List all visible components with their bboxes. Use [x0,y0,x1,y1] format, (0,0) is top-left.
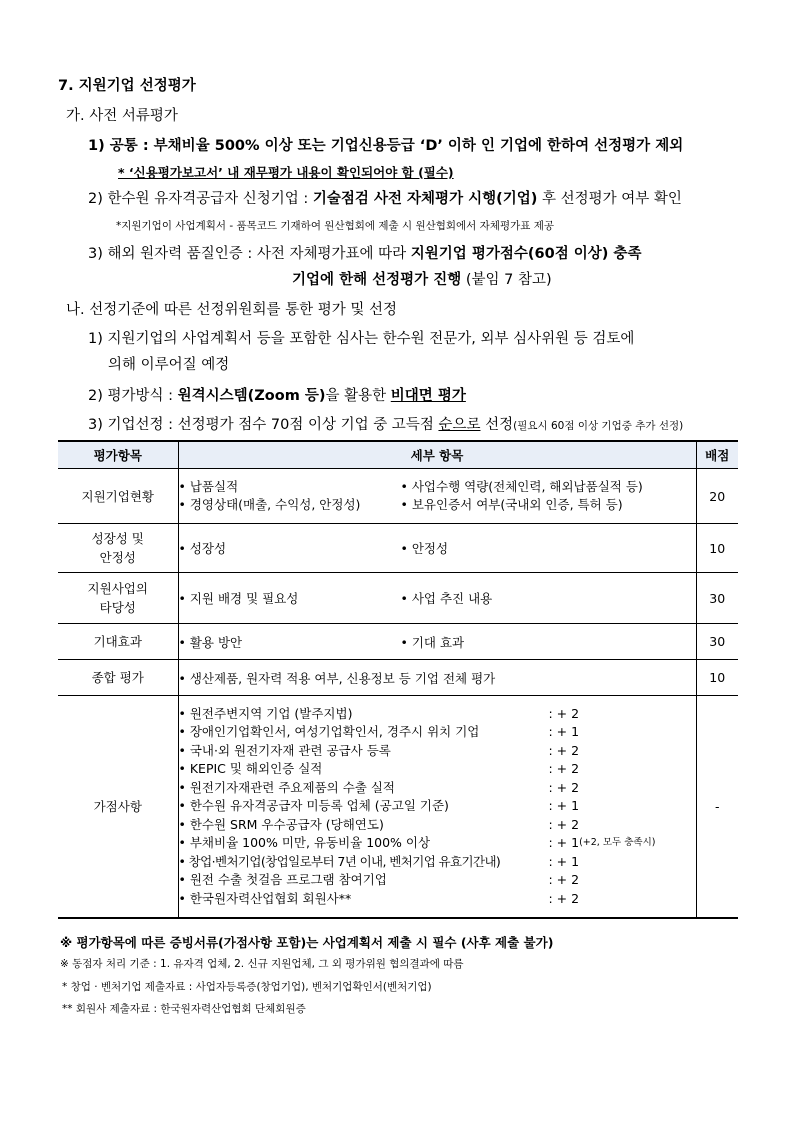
row-category: 지원기업현황 [58,469,178,524]
detail-item: • 성장성 [178,541,227,556]
table-row [58,660,738,696]
bonus-points: : + 2 [548,872,580,887]
list-item [179,871,696,890]
row-category [58,524,178,573]
ga-item3-line1 [88,242,641,263]
detail-item: • 납품실적 [178,479,239,494]
bonus-name: • 원전주변지역 기업 (발주지법) [178,705,353,721]
row-detail [178,524,696,573]
na-item3-mid: 선정 [480,417,514,433]
list-item [179,705,696,724]
row-category [58,573,178,624]
ga-item3-bold1: 지원기업 평가점수(60점 이상) 충족 [410,246,642,262]
bonus-name: • 장애인기업확인서, 여성기업확인서, 경주시 위치 기업 [178,724,480,739]
row-score: - [696,696,738,918]
row-detail [178,573,696,624]
detail-item: • 보유인증서 여부(국내외 인증, 특허 등) [400,497,623,512]
category-line: 지원사업의 [87,581,148,596]
ga-item1-note: * ‘신용평가보고서’ 내 재무평가 내용이 확인되어야 함 (필수) [118,165,454,180]
footnote-venture: * 창업 · 벤처기업 제출자료 : 사업자등록증(창업기업), 벤처기업확인서(벤처기업) [62,981,432,993]
category-line: 성장성 및 [91,531,144,546]
row-category: 가점사항 [58,696,178,918]
category-line: 타당성 [99,600,136,615]
na-item3-u: 순으로 [438,417,481,433]
bonus-points: : + 2 [548,761,580,776]
ga-item3-bold2: 기업에 한해 선정평가 진행 [292,272,462,288]
row-score: 20 [696,469,738,524]
na-item2-pre: 2) 평가방식 : [88,388,178,404]
list-item [179,834,696,853]
table-row-bonus [58,696,738,918]
ga-item1: 1) 공통 : 부채비율 500% 이상 또는 기업신용등급 ‘D’ 이하 인 기업에 한하여 선정평가 제외 [88,138,684,154]
part-ga-heading: 가. 사전 서류평가 [66,108,178,124]
bonus-points: : + 2 [548,779,580,795]
table-row [58,573,738,624]
bonus-points-note: (+2, 모두 충족시) [579,837,656,848]
table-header-row [58,441,738,469]
na-item2-bold-u: 비대면 평가 [390,388,466,404]
bonus-points: : + 1 [548,835,580,850]
detail-item: • 경영상태(매출, 수익성, 안정성) [178,497,361,512]
row-score: 30 [696,624,738,660]
bonus-list [178,696,696,918]
ga-item3-pre: 3) 해외 원자력 품질인증 : 사전 자체평가표에 따라 [88,246,411,262]
bonus-name: • 한국원자력산업협회 회원사** [178,890,352,906]
row-detail [178,624,696,660]
bonus-name: • 원전 수출 첫걸음 프로그램 참여기업 [178,872,387,887]
ga-item2-bold: 기술점검 사전 자체평가 시행(기업) [312,191,538,207]
list-item [179,797,696,816]
bonus-points: : + 2 [548,742,580,758]
section-title: 7. 지원기업 선정평가 [58,78,196,94]
bonus-name: • 창업·벤처기업(창업일로부터 7년 이내, 벤처기업 유효기간내) [178,853,501,869]
na-item3-pre: 3) 기업선정 : 선정평가 점수 70점 이상 기업 중 고득점 [88,417,439,433]
ga-item3-post: (붙임 7 참고) [461,272,552,288]
evaluation-table [58,440,738,919]
bonus-name: • 한수원 유자격공급자 미등록 업체 (공고일 기준) [178,798,449,813]
part-na-heading: 나. 선정기준에 따른 선정위원회를 통한 평가 및 선정 [66,302,398,318]
ga-item3-line2 [292,268,552,289]
table-row [58,469,738,524]
detail-item: • 안정성 [400,541,449,556]
detail-item: • 사업수행 역량(전체인력, 해외납품실적 등) [400,479,643,494]
list-item [179,816,696,835]
footnote-tiebreak: ※ 동점자 처리 기준 : 1. 유자격 업체, 2. 신규 지원업체, 그 외 평가위원 협의결과에 따름 [60,958,464,970]
bonus-points: : + 2 [548,890,580,906]
na-item3-small: (필요시 60점 이상 기업중 추가 선정) [513,420,684,432]
bonus-points: : + 1 [548,853,580,869]
na-item2-mid: 을 활용한 [325,388,391,404]
bonus-points: : + 1 [548,724,580,739]
detail-item: • 활용 방안 [178,634,243,650]
row-detail: • 생산제품, 원자력 적용 여부, 신용정보 등 기업 전체 평가 [178,660,696,696]
list-item [179,890,696,909]
row-score: 10 [696,660,738,696]
header-detail: 세부 항목 [178,441,696,469]
list-item [179,723,696,742]
ga-item2-note: *지원기업이 사업계획서 - 품목코드 기재하여 원산협회에 제출 시 원산협회에서 자체평가표 제공 [116,220,554,232]
na-item2-bold: 원격시스템(Zoom 등) [177,388,326,404]
table-row [58,624,738,660]
footnote-member: ** 회원사 제출자료 : 한국원자력산업협회 단체회원증 [62,1003,306,1015]
ga-item2-pre: 2) 한수원 유자격공급자 신청기업 : [88,191,313,207]
bonus-name: • KEPIC 및 해외인증 실적 [178,761,323,776]
na-item1-line1: 1) 지원기업의 사업계획서 등을 포함한 심사는 한수원 전문가, 외부 심사위원 등 검토에 [88,331,635,347]
na-item1-line2: 의해 이루어질 예정 [108,357,230,373]
header-score: 배점 [696,441,738,469]
bonus-points: : + 2 [548,705,580,721]
row-category: 기대효과 [58,624,178,660]
bonus-name: • 국내·외 원전기자재 관련 공급사 등록 [178,742,391,758]
list-item [179,853,696,872]
list-item [179,742,696,761]
detail-item: • 사업 추진 내용 [400,591,493,606]
ga-item2 [88,187,682,208]
list-item [179,760,696,779]
row-category: 종합 평가 [58,660,178,696]
bonus-name: • 한수원 SRM 우수공급자 (당해연도) [178,816,384,832]
list-item [179,779,696,798]
ga-item2-post: 후 선정평가 여부 확인 [537,191,682,207]
bonus-points: : + 2 [548,816,580,832]
bonus-name: • 원전기자재관련 주요제품의 수출 실적 [178,779,395,795]
row-score: 30 [696,573,738,624]
na-item2 [88,384,466,405]
bonus-points: : + 1 [548,798,580,813]
footnote-required: ※ 평가항목에 따른 증빙서류(가점사항 포함)는 사업계획서 제출 시 필수 (사후 제출 불가) [60,935,554,950]
na-item3 [88,413,683,434]
row-score: 10 [696,524,738,573]
table-row [58,524,738,573]
category-line: 안정성 [99,550,136,565]
detail-item: • 지원 배경 및 필요성 [178,591,299,606]
header-category: 평가항목 [58,441,178,469]
row-detail [178,469,696,524]
detail-item: • 기대 효과 [400,634,465,650]
bonus-name: • 부채비율 100% 미만, 유동비율 100% 이상 [178,835,431,850]
